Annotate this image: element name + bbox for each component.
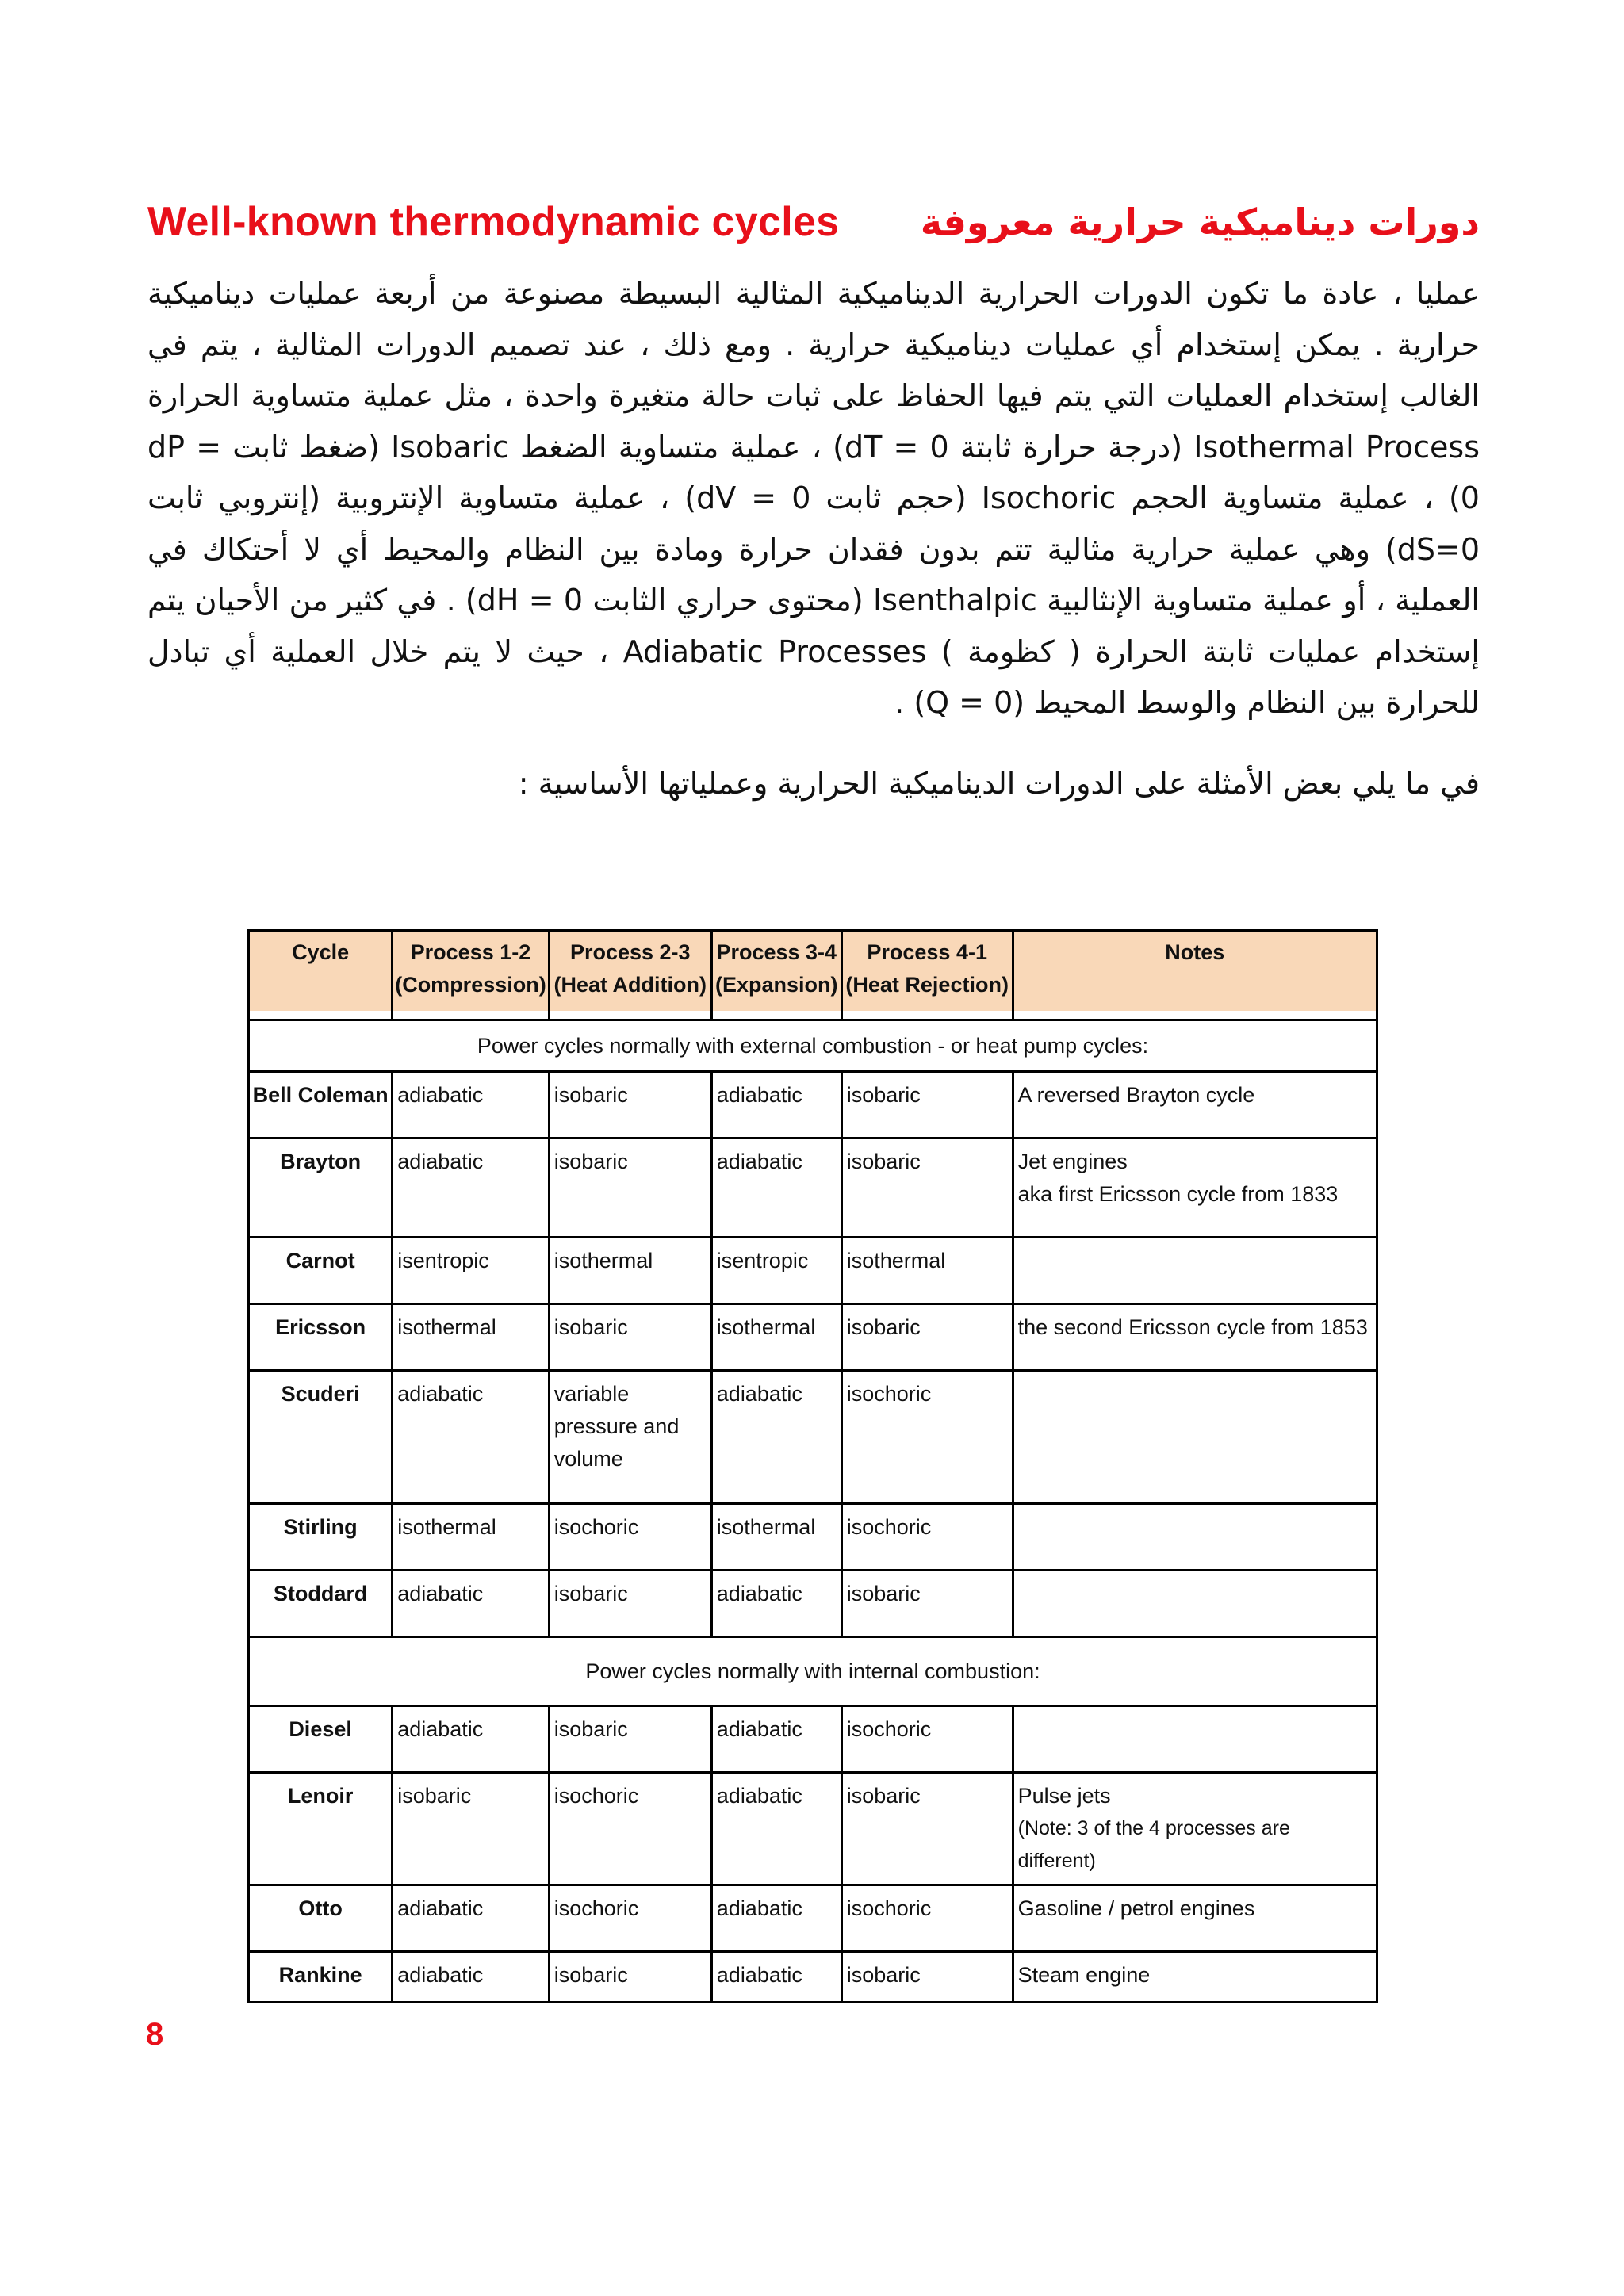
process-1-2-cell: isothermal — [393, 1504, 550, 1571]
table-row — [249, 1885, 1377, 1952]
process-4-1-cell: isochoric — [841, 1371, 1013, 1504]
process-3-4-cell: adiabatic — [711, 1952, 841, 2003]
table-row — [249, 1138, 1377, 1238]
process-4-1-cell: isobaric — [841, 1952, 1013, 2003]
notes-cell — [1013, 1706, 1377, 1773]
table-row — [249, 1238, 1377, 1304]
process-3-4-cell: isentropic — [711, 1238, 841, 1304]
cycle-name-cell: Rankine — [249, 1952, 393, 2003]
notes-cell — [1013, 1138, 1377, 1238]
table-row — [249, 1304, 1377, 1371]
header-notes: Notes — [1013, 931, 1377, 1020]
header-process-2-3: Process 2-3 (Heat Addition) — [549, 931, 711, 1020]
table-row — [249, 1072, 1377, 1138]
notes-cell — [1013, 1238, 1377, 1304]
title-english: Well-known thermodynamic cycles — [147, 199, 840, 245]
cycle-name-cell: Carnot — [249, 1238, 393, 1304]
process-4-1-cell: isochoric — [841, 1885, 1013, 1952]
process-2-3-cell: variable pressure and volume — [549, 1371, 711, 1504]
table-row — [249, 1504, 1377, 1571]
section-row — [249, 1020, 1377, 1072]
header-cycle: Cycle — [249, 931, 393, 1020]
table-row — [249, 1571, 1377, 1637]
section-row — [249, 1637, 1377, 1706]
body-paragraph: عمليا ، عادة ما تكون الدورات الحرارية الديناميكية المثالية البسيطة مصنوعة من أربعة عمليات ديناميكية حرارية . يمكن إستخدام أي عمليات ديناميكية حرارية . ومع ذلك ، عند تصميم الدورات المثالية ، يتم في الغالب إستخدام العمليات التي يتم فيها الحفاظ على ثبات حالة متغيرة واحدة ، مثل عملية متساوية الحرارة Isothermal Process (درجة حرارة ثابتة dT = 0) ، عملية متساوية الضغط Isobaric (ضغط ثابت dP = 0) ، عملية متساوية الحجم Isochoric (حجم ثابت dV = 0) ، عملية متساوية الإنتروبية (إنتروبي ثابت dS=0) وهي عملية حرارية مثالية تتم بدون فقدان حرارة ومادة بين النظام والمحيط أي لا أحتكاك في العملية ، أو عملية متساوية الإنثالبية Isenthalpic (محتوى حراري الثابت dH = 0) . في كثير من الأحيان يتم إستخدام عمليات ثابتة الحرارة ( كظومة ) Adiabatic Processes ، حيث لا يتم خلال العملية أي تبادل للحرارة بين النظام والوسط المحيط (Q = 0) . — [147, 276, 1480, 720]
process-2-3-cell: isochoric — [549, 1504, 711, 1571]
cycle-name-cell: Stirling — [249, 1504, 393, 1571]
table-row — [249, 1773, 1377, 1885]
process-3-4-cell: adiabatic — [711, 1072, 841, 1138]
notes-cell — [1013, 1504, 1377, 1571]
process-4-1-cell: isothermal — [841, 1238, 1013, 1304]
page-number: 8 — [146, 2017, 164, 2052]
section-label: Power cycles normally with external combustion - or heat pump cycles: — [249, 1020, 1377, 1072]
cycle-name-cell: Stoddard — [249, 1571, 393, 1637]
process-4-1-cell: isochoric — [841, 1504, 1013, 1571]
process-1-2-cell: isobaric — [393, 1773, 550, 1885]
notes-line: Gasoline / petrol engines — [1017, 1896, 1255, 1920]
notes-line: Jet engines — [1017, 1150, 1128, 1173]
cycle-name-cell: Brayton — [249, 1138, 393, 1238]
cycle-name-cell: Scuderi — [249, 1371, 393, 1504]
process-2-3-cell: isobaric — [549, 1304, 711, 1371]
process-1-2-cell: adiabatic — [393, 1952, 550, 2003]
section-label: Power cycles normally with internal combustion: — [249, 1637, 1377, 1706]
process-1-2-cell: adiabatic — [393, 1138, 550, 1238]
process-1-2-cell: adiabatic — [393, 1571, 550, 1637]
table-row — [249, 1706, 1377, 1773]
notes-line: A reversed Brayton cycle — [1017, 1083, 1255, 1107]
table-row — [249, 1952, 1377, 2003]
page-title — [147, 190, 1480, 254]
process-3-4-cell: isothermal — [711, 1304, 841, 1371]
process-2-3-cell: isochoric — [549, 1885, 711, 1952]
process-2-3-cell: isobaric — [549, 1138, 711, 1238]
process-2-3-cell: isobaric — [549, 1072, 711, 1138]
cycle-name-cell: Lenoir — [249, 1773, 393, 1885]
table-row — [249, 1371, 1377, 1504]
notes-line-secondary: aka first Ericsson cycle from 1833 — [1017, 1182, 1339, 1206]
process-2-3-cell: isochoric — [549, 1773, 711, 1885]
cycles-table — [247, 929, 1378, 2003]
intro-line: في ما يلي بعض الأمثلة على الدورات الديناميكية الحرارية وعملياتها الأساسية : — [518, 766, 1480, 801]
notes-cell — [1013, 1304, 1377, 1371]
process-4-1-cell: isobaric — [841, 1072, 1013, 1138]
title-arabic: دورات ديناميكية حرارية معروفة — [920, 201, 1480, 243]
process-2-3-cell: isobaric — [549, 1571, 711, 1637]
notes-line: Steam engine — [1017, 1963, 1151, 1987]
process-3-4-cell: adiabatic — [711, 1371, 841, 1504]
process-3-4-cell: adiabatic — [711, 1571, 841, 1637]
process-3-4-cell: adiabatic — [711, 1706, 841, 1773]
process-1-2-cell: adiabatic — [393, 1371, 550, 1504]
cycle-name-cell: Bell Coleman — [249, 1072, 393, 1138]
notes-cell — [1013, 1952, 1377, 2003]
process-4-1-cell: isobaric — [841, 1571, 1013, 1637]
header-process-1-2: Process 1-2 (Compression) — [393, 931, 550, 1020]
table-body — [249, 1020, 1377, 2003]
notes-line: Pulse jets — [1017, 1784, 1111, 1808]
cycle-name-cell: Ericsson — [249, 1304, 393, 1371]
process-1-2-cell: adiabatic — [393, 1885, 550, 1952]
process-2-3-cell: isobaric — [549, 1706, 711, 1773]
process-1-2-cell: adiabatic — [393, 1706, 550, 1773]
notes-cell — [1013, 1571, 1377, 1637]
cycle-name-cell: Otto — [249, 1885, 393, 1952]
table-header-row — [249, 931, 1377, 1020]
process-3-4-cell: adiabatic — [711, 1885, 841, 1952]
process-3-4-cell: isothermal — [711, 1504, 841, 1571]
process-3-4-cell: adiabatic — [711, 1138, 841, 1238]
process-4-1-cell: isobaric — [841, 1304, 1013, 1371]
cycle-name-cell: Diesel — [249, 1706, 393, 1773]
process-2-3-cell: isobaric — [549, 1952, 711, 2003]
notes-line-secondary: (Note: 3 of the 4 processes are different) — [1017, 1817, 1290, 1872]
notes-cell — [1013, 1885, 1377, 1952]
header-process-3-4: Process 3-4 (Expansion) — [711, 931, 841, 1020]
process-4-1-cell: isobaric — [841, 1773, 1013, 1885]
process-1-2-cell: isothermal — [393, 1304, 550, 1371]
notes-line: the second Ericsson cycle from 1853 — [1017, 1315, 1368, 1339]
process-2-3-cell: isothermal — [549, 1238, 711, 1304]
process-1-2-cell: adiabatic — [393, 1072, 550, 1138]
notes-cell — [1013, 1371, 1377, 1504]
notes-cell — [1013, 1072, 1377, 1138]
process-1-2-cell: isentropic — [393, 1238, 550, 1304]
process-3-4-cell: adiabatic — [711, 1773, 841, 1885]
process-4-1-cell: isobaric — [841, 1138, 1013, 1238]
header-process-4-1: Process 4-1 (Heat Rejection) — [841, 931, 1013, 1020]
process-4-1-cell: isochoric — [841, 1706, 1013, 1773]
notes-cell — [1013, 1773, 1377, 1885]
